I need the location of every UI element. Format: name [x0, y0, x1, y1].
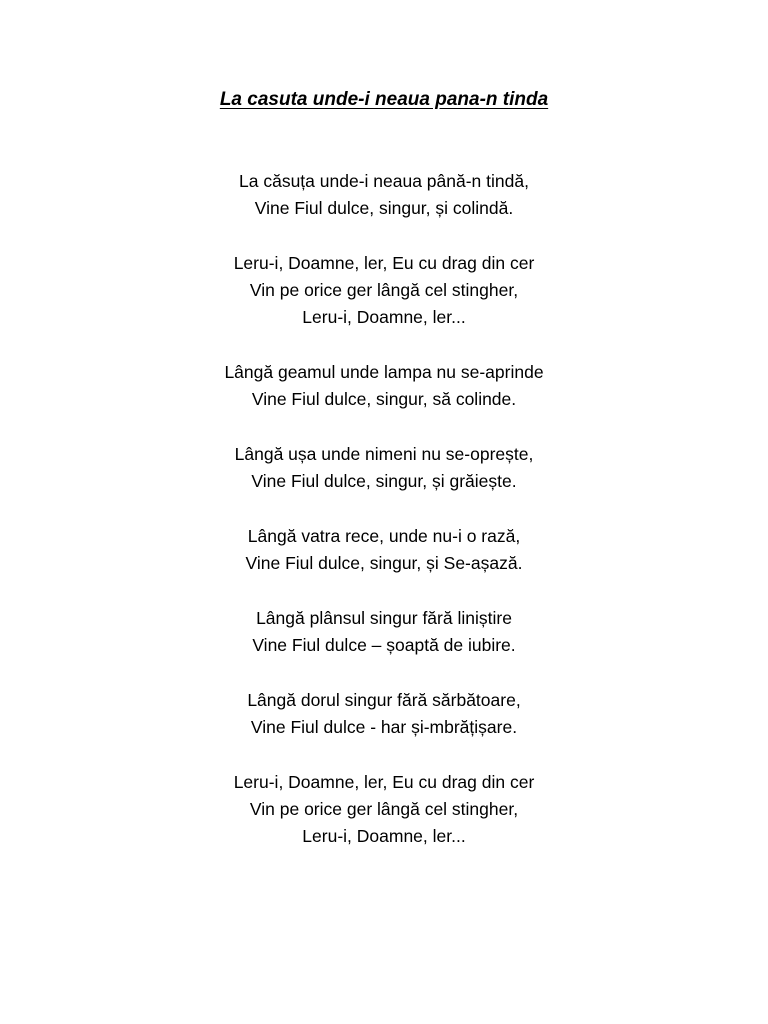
poem-line: Leru-i, Doamne, ler... — [302, 826, 466, 846]
stanza-4 — [0, 441, 768, 495]
stanza-5 — [0, 523, 768, 577]
poem-line: Leru-i, Doamne, ler, Eu cu drag din cer — [233, 253, 535, 273]
poem-line: Vine Fiul dulce, singur, să colinde. — [251, 389, 517, 409]
poem-line: Lângă dorul singur fără sărbătoare, — [247, 690, 521, 710]
stanza-7 — [0, 687, 768, 741]
poem-line: Vin pe orice ger lângă cel stingher, — [249, 799, 519, 819]
poem-line: Vine Fiul dulce - har și-mbrățișare. — [250, 717, 518, 737]
poem-line: Lângă vatra rece, unde nu-i o rază, — [247, 526, 521, 546]
stanza-1 — [0, 168, 768, 222]
poem-line: Vine Fiul dulce, singur, și colindă. — [254, 198, 514, 218]
stanza-8-refrain — [0, 769, 768, 850]
poem-line: Vin pe orice ger lângă cel stingher, — [249, 280, 519, 300]
document-title: La casuta unde-i neaua pana-n tinda — [219, 89, 549, 110]
stanza-2-refrain — [0, 250, 768, 331]
poem-line: Leru-i, Doamne, ler, Eu cu drag din cer — [233, 772, 535, 792]
poem-line: La căsuța unde-i neaua până-n tindă, — [239, 171, 529, 191]
poem-body — [0, 168, 768, 878]
poem-line: Lângă ușa unde nimeni nu se-oprește, — [234, 444, 534, 464]
poem-line: Lângă geamul unde lampa nu se-aprinde — [224, 362, 544, 382]
poem-line: Vine Fiul dulce, singur, și grăiește. — [251, 471, 517, 491]
stanza-6 — [0, 605, 768, 659]
poem-line: Leru-i, Doamne, ler... — [302, 307, 466, 327]
poem-line: Vine Fiul dulce, singur, și Se-așază. — [245, 553, 523, 573]
stanza-3 — [0, 359, 768, 413]
poem-line: Lângă plânsul singur fără liniștire — [256, 608, 512, 628]
poem-line: Vine Fiul dulce – șoaptă de iubire. — [252, 635, 516, 655]
